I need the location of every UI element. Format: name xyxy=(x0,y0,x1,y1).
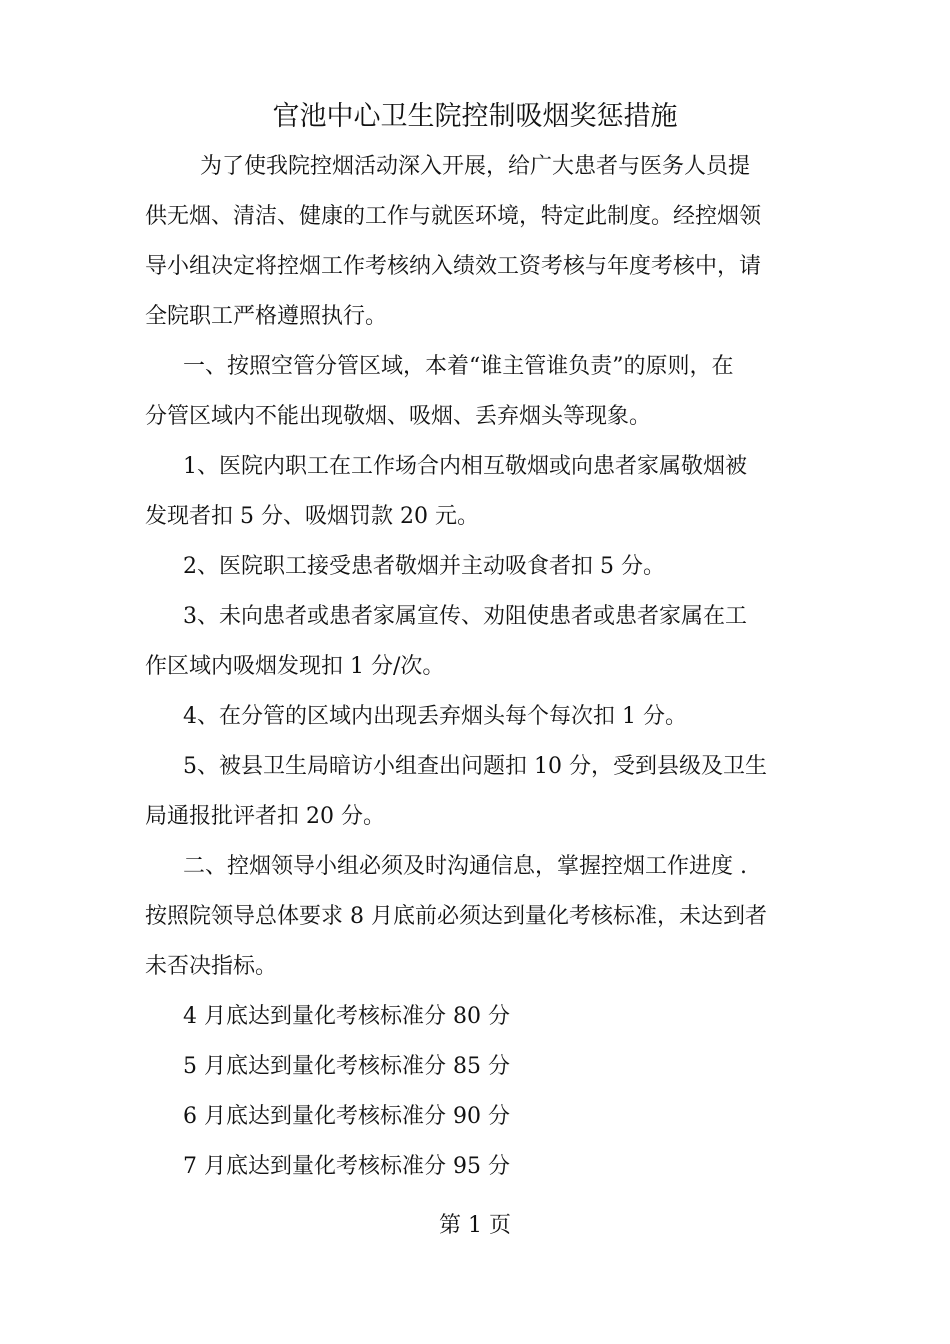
score-line: 7 月底达到量化考核标准分 95 分 xyxy=(183,1154,510,1179)
paragraph-line: 导小组决定将控烟工作考核纳入绩效工资考核与年度考核中，请 xyxy=(145,254,762,279)
paragraph-line: 作区域内吸烟发现扣 1 分/次。 xyxy=(145,654,445,679)
score-line: 6 月底达到量化考核标准分 90 分 xyxy=(183,1104,510,1129)
paragraph-line: 局通报批评者扣 20 分。 xyxy=(145,804,385,829)
score-line: 4 月底达到量化考核标准分 80 分 xyxy=(183,1004,510,1029)
paragraph-line: 按照院领导总体要求 8 月底前必须达到量化考核标准，未达到者 xyxy=(145,904,767,929)
paragraph-line: 2、医院职工接受患者敬烟并主动吸食者扣 5 分。 xyxy=(183,554,665,579)
paragraph-line: 发现者扣 5 分、吸烟罚款 20 元。 xyxy=(145,504,479,529)
paragraph-line: 为了使我院控烟活动深入开展，给广大患者与医务人员提 xyxy=(200,154,751,179)
paragraph-line: 4、在分管的区域内出现丢弃烟头每个每次扣 1 分。 xyxy=(183,704,687,729)
paragraph-line: 3、未向患者或患者家属宣传、劝阻使患者或患者家属在工 xyxy=(183,604,747,629)
paragraph-line: 全院职工严格遵照执行。 xyxy=(145,304,388,329)
page-number: 第 1 页 xyxy=(439,1213,511,1238)
paragraph-line: 供无烟、清洁、健康的工作与就医环境，特定此制度。经控烟领 xyxy=(145,204,762,229)
paragraph-line: 1、医院内职工在工作场合内相互敬烟或向患者家属敬烟被 xyxy=(183,454,747,479)
score-line: 5 月底达到量化考核标准分 85 分 xyxy=(183,1054,510,1079)
paragraph-line: 分管区域内不能出现敬烟、吸烟、丢弃烟头等现象。 xyxy=(145,404,652,429)
paragraph-line: 一、按照空管分管区域，本着“谁主管谁负责”的原则，在 xyxy=(183,354,734,379)
paragraph-line: 二、控烟领导小组必须及时沟通信息，掌握控烟工作进度 . xyxy=(183,854,747,879)
document-title: 官池中心卫生院控制吸烟奖惩措施 xyxy=(272,101,678,132)
paragraph-line: 5、被县卫生局暗访小组查出问题扣 10 分，受到县级及卫生 xyxy=(183,754,767,779)
paragraph-line: 未否决指标。 xyxy=(145,954,278,979)
